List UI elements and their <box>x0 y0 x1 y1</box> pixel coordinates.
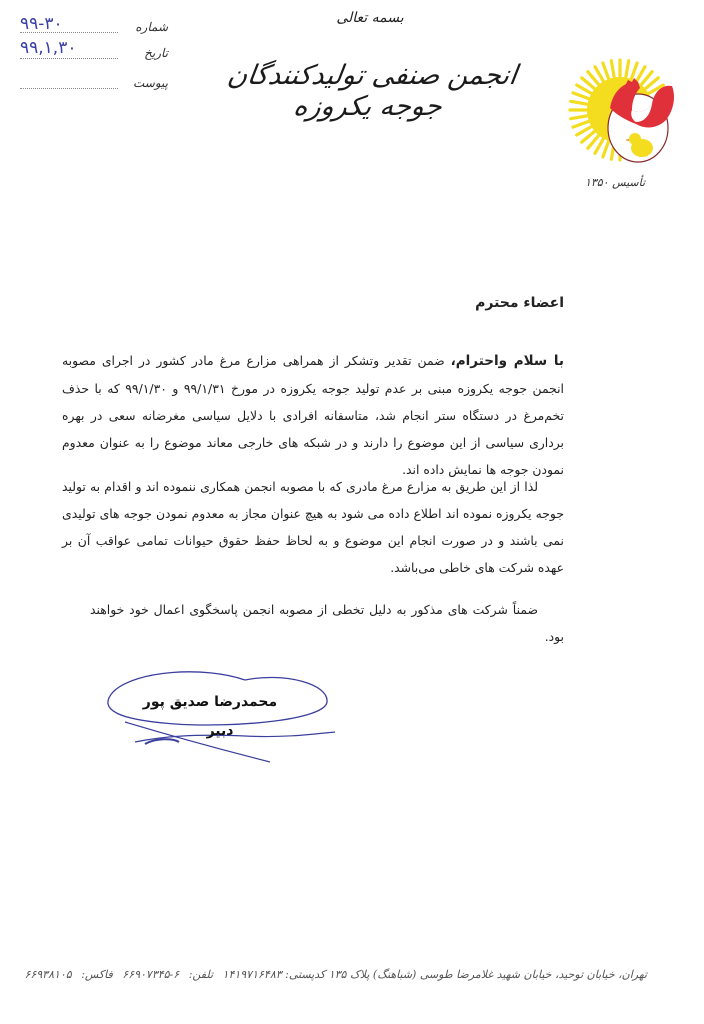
organization-title: انجمن صنفی تولیدکنندگان جوجه یکروزه <box>225 60 519 122</box>
attachment-label: پیوست <box>133 76 168 90</box>
footer-address: تهران، خیابان توحید، خیابان شهید غلامرضا طوسی (شباهنگ) پلاک ۱۳۵ کدپستی: ۱۴۱۹۷۱۶۴۸۳ <box>222 968 647 981</box>
footer-fax-label: فاکس: <box>81 968 113 981</box>
paragraph-2: لذا از این طریق به مزارع مرغ مادری که با مصوبه انجمن همکاری ننموده اند و اقدام به تولید جوجه یکروزه نموده اند اطلاع داده می شود به هیچ عنوان مجاز به معدوم نمودن جوجه های تولیدی نمی باشند و در صورت انجام این موضوع و به لحاظ حفظ حقوق حیوانات تمامی عواقب آن بر عهده شرکت های خاطی می‌باشد. <box>62 479 564 575</box>
footer-contact <box>24 968 650 981</box>
signatory-name: محمدرضا صدیق پور <box>142 694 278 710</box>
footer-phone: ۶-۶۶۹۰۷۳۴۵ <box>122 968 180 981</box>
founded-year: تأسیس ۱۳۵۰ <box>584 176 646 189</box>
letter-number-label: شماره <box>135 20 168 34</box>
dotted-line <box>20 32 118 33</box>
dotted-line <box>20 58 118 59</box>
paragraph-1 <box>62 347 564 483</box>
letter-date-label: تاریخ <box>144 46 168 60</box>
letter-date-row <box>8 38 168 66</box>
attachment-row <box>8 74 168 96</box>
dotted-line <box>20 88 118 89</box>
signatory-title: دبیر <box>206 723 234 739</box>
paragraph-3: ضمناً شرکت های مذکور به دلیل تخطی از مصوبه انجمن پاسخگوی اعمال خود خواهند بود. <box>90 602 564 644</box>
paragraph-1-text: ضمن تقدیر وتشکر از همراهی مزارع مرغ مادر کشور در اجرای مصوبه انجمن جوجه یکروزه مبنی بر عدم تولید جوجه یکروزه در مورخ ۹۹/۱/۳۱ و ۹۹/۱/۳۰ که با حذف تخم‌مرغ در دستگاه ستر انجام شد، متاسفانه افرادی با دلایل سیاسی مغرضانه سعی در بهره برداری سیاسی از این موضوع را دارند و در شبکه های خارجی معاند موضوع را به عنوان معدوم نمودن جوجه ها نمایش داده اند. <box>62 353 564 477</box>
greeting: با سلام واحترام، <box>450 353 564 369</box>
letter-number-value: ۹۹-۳۰ <box>20 14 63 34</box>
salutation: اعضاء محترم <box>475 295 564 311</box>
footer-phone-label: تلفن: <box>188 968 214 981</box>
sun-rooster-chick-icon <box>566 52 686 172</box>
letter-date-value: ۹۹,۱,۳۰ <box>20 38 77 58</box>
letter-number-row <box>8 14 168 40</box>
signature-scribble-icon <box>95 662 340 767</box>
footer-fax: ۶۶۹۳۸۱۰۵ <box>24 968 72 981</box>
basmala: بسمه تعالی <box>336 10 404 26</box>
organization-logo <box>566 52 686 172</box>
